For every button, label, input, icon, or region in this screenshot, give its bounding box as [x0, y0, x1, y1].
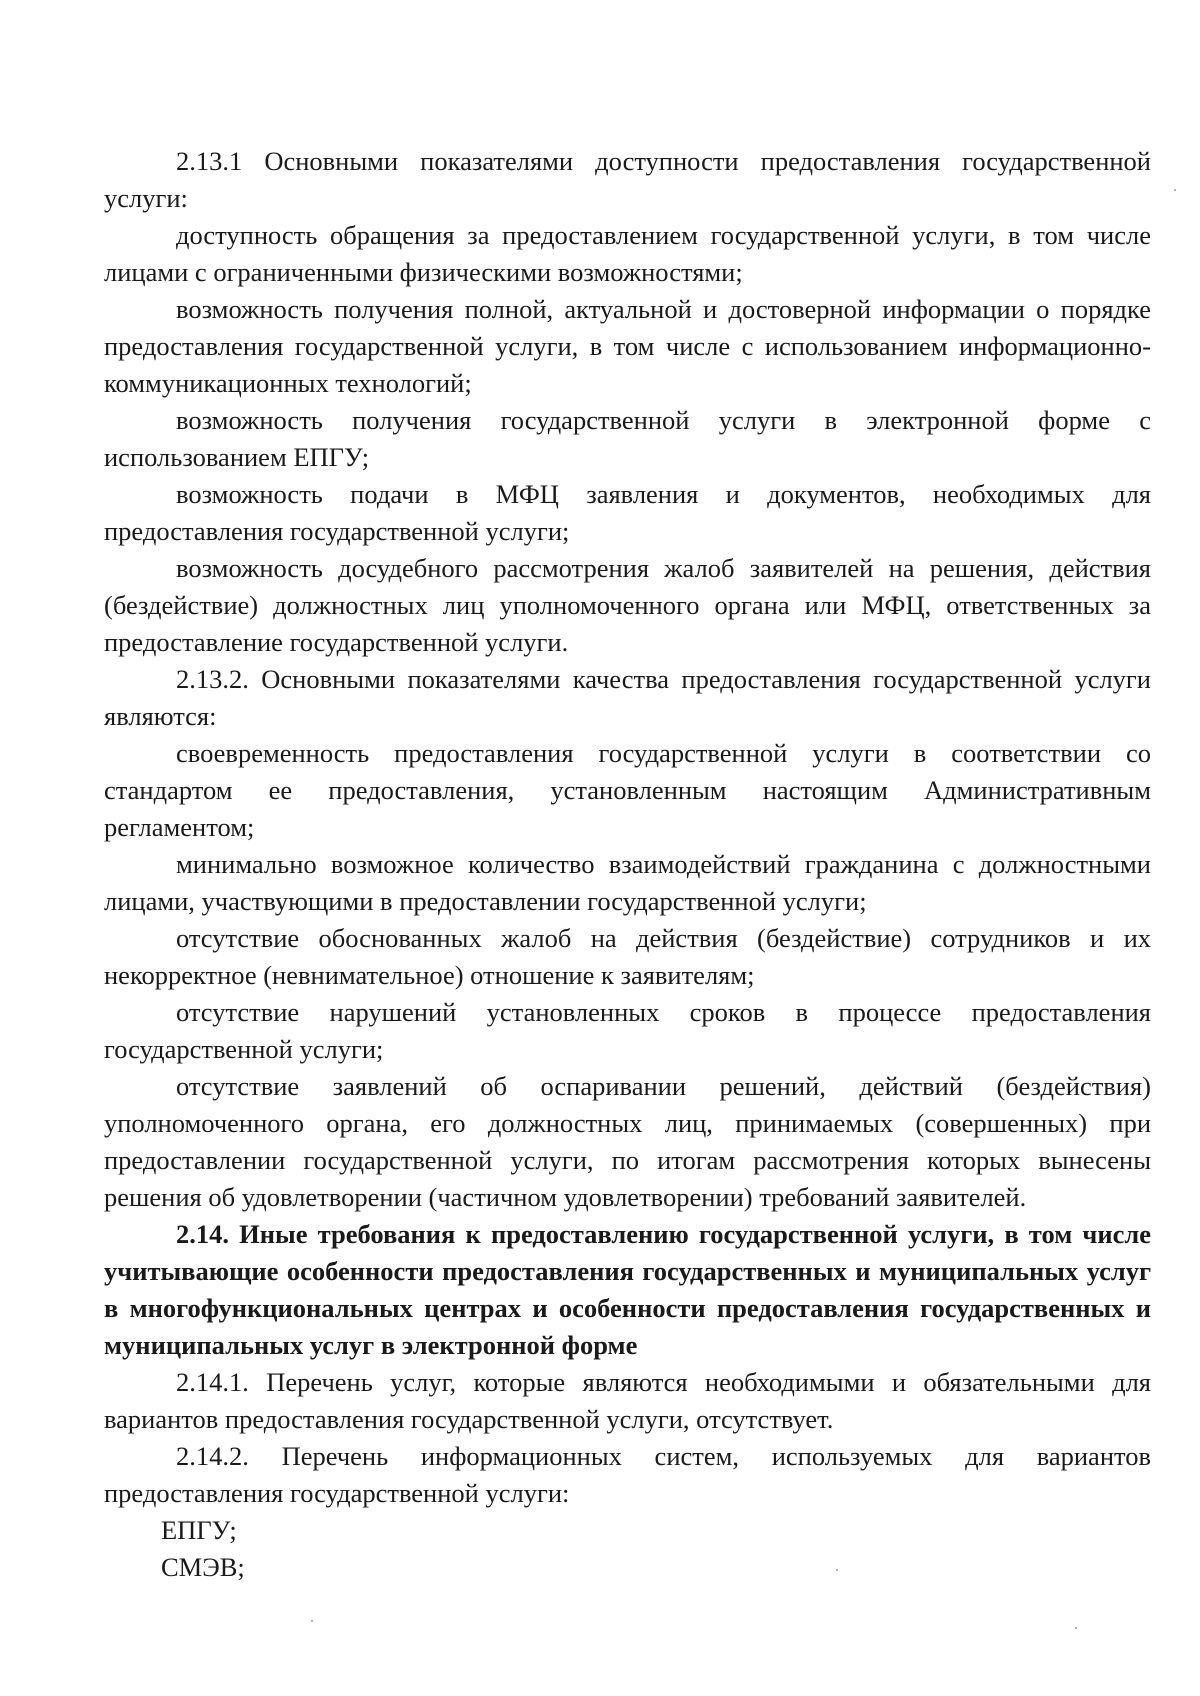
- paragraph-mfc-submission: возможность подачи в МФЦ заявления и документов, необходимых для предоставления государственной услуги;: [104, 479, 1151, 546]
- paragraph-2-14-1: 2.14.1. Перечень услуг, которые являются необходимыми и обязательными для вариантов предоставления государственной услуги, отсутствует.: [104, 1367, 1151, 1434]
- paragraph-pretrial-complaints: возможность досудебного рассмотрения жалоб заявителей на решения, действия (бездействие) должностных лиц уполномоченного органа или МФЦ, ответственных за предоставление государственной услуги.: [104, 553, 1151, 657]
- list-item-epgu: ЕПГУ;: [161, 1515, 237, 1545]
- scan-speck: [836, 1569, 838, 1571]
- paragraph-no-disputes: отсутствие заявлений об оспаривании решений, действий (бездействия) уполномоченного органа, его должностных лиц, принимаемых (совершенных) при предоставлении государственной услуги, по итогам рассмотрения которых вынесены решения об удовлетворении (частичном удовлетворении) требований заявителей.: [104, 1071, 1151, 1212]
- paragraph-2-13-2: 2.13.2. Основными показателями качества предоставления государственной услуги являются:: [104, 664, 1151, 731]
- scan-speck: [311, 1620, 313, 1622]
- paragraph-minimal-interactions: минимально возможное количество взаимодействий гражданина с должностными лицами, участвующими в предоставлении государственной услуги;: [104, 849, 1151, 916]
- list-item-smev: СМЭВ;: [161, 1552, 245, 1582]
- paragraph-accessibility-appeal: доступность обращения за предоставлением государственной услуги, в том числе лицами с ограниченными физическими возможностями;: [104, 220, 1151, 287]
- paragraph-no-complaints: отсутствие обоснованных жалоб на действия (бездействие) сотрудников и их некорректное (невнимательное) отношение к заявителям;: [104, 923, 1151, 990]
- paragraph-2-13-1: 2.13.1 Основными показателями доступности предоставления государственной услуги:: [104, 146, 1151, 213]
- paragraph-no-deadline-violations: отсутствие нарушений установленных сроков в процессе предоставления государственной услуги;: [104, 997, 1151, 1064]
- paragraph-electronic-form: возможность получения государственной услуги в электронной форме с использованием ЕПГУ;: [104, 405, 1151, 472]
- paragraph-timeliness: своевременность предоставления государственной услуги в соответствии со стандартом ее предоставления, установленным настоящим Административным регламентом;: [104, 738, 1151, 842]
- paragraph-information-availability: возможность получения полной, актуальной и достоверной информации о порядке предоставления государственной услуги, в том числе с использованием информационно-коммуникационных технологий;: [104, 294, 1151, 398]
- scan-speck: [1174, 189, 1176, 191]
- paragraph-2-14-2: 2.14.2. Перечень информационных систем, используемых для вариантов предоставления государственной услуги:: [104, 1441, 1151, 1508]
- scan-speck: [1075, 1627, 1077, 1629]
- document-body: [104, 143, 1151, 1586]
- section-heading-2-14: 2.14. Иные требования к предоставлению государственной услуги, в том числе учитывающие особенности предоставления государственных и муниципальных услуг в многофункциональных центрах и особенности предоставления государственных и муниципальных услуг в электронной форме: [104, 1219, 1151, 1360]
